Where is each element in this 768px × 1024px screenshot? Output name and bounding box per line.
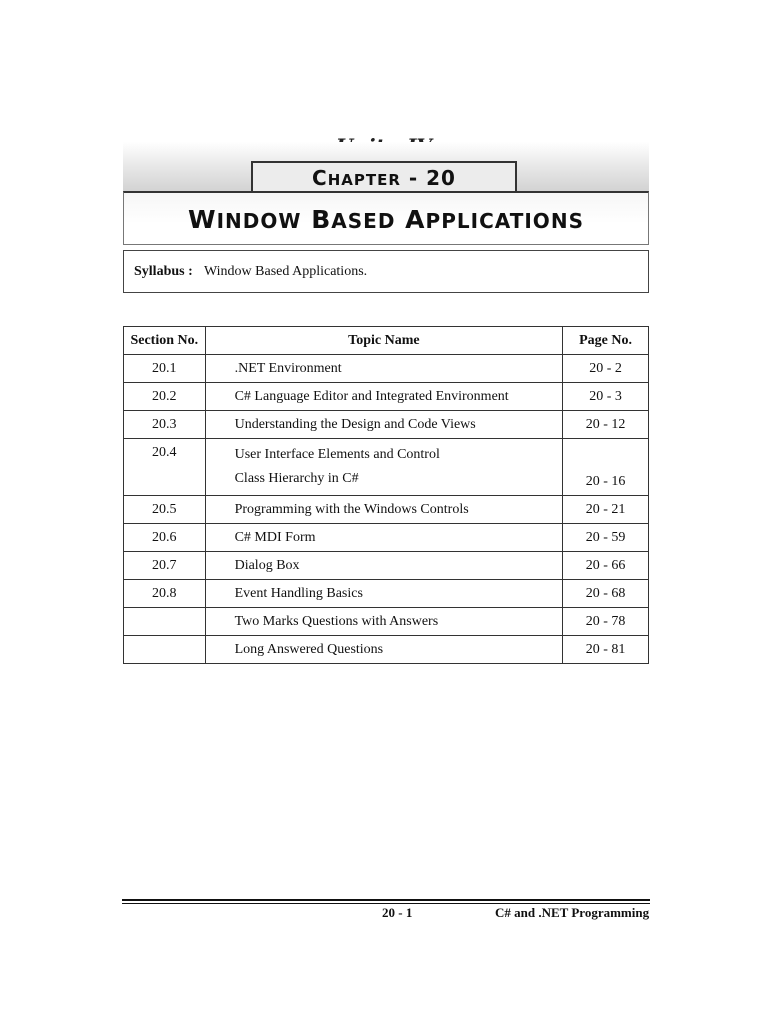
topic-line: Class Hierarchy in C# xyxy=(234,471,359,486)
header-page: Page No. xyxy=(563,327,649,355)
chapter-title: WINDOW BASED APPLICATIONS xyxy=(188,205,584,234)
chapter-word: CHAPTER xyxy=(312,166,401,190)
page-cell: 20 - 81 xyxy=(563,636,649,664)
section-cell xyxy=(124,608,206,636)
page-cell: 20 - 78 xyxy=(563,608,649,636)
section-cell: 20.6 xyxy=(124,524,206,552)
topic-cell: C# Language Editor and Integrated Environment xyxy=(205,383,563,411)
topic-cell: Event Handling Basics xyxy=(205,580,563,608)
section-cell: 20.3 xyxy=(124,411,206,439)
header-section: Section No. xyxy=(124,327,206,355)
table-row xyxy=(124,411,649,439)
contents-table xyxy=(123,326,649,664)
section-cell: 20.8 xyxy=(124,580,206,608)
topic-cell: .NET Environment xyxy=(205,355,563,383)
topic-line: User Interface Elements and Control xyxy=(234,447,440,462)
footer-book-title: C# and .NET Programming xyxy=(495,905,650,920)
page-cell: 20 - 16 xyxy=(563,439,649,496)
section-cell xyxy=(124,636,206,664)
page-cell: 20 - 59 xyxy=(563,524,649,552)
table-row xyxy=(124,636,649,664)
footer-page-number: 20 - 1 xyxy=(382,905,413,920)
table-row xyxy=(124,439,649,496)
table-row xyxy=(124,496,649,524)
page-cell: 20 - 68 xyxy=(563,580,649,608)
chapter-number: - 20 xyxy=(408,166,456,190)
page-cell: 20 - 66 xyxy=(563,552,649,580)
table-row xyxy=(124,608,649,636)
section-cell: 20.5 xyxy=(124,496,206,524)
table-row xyxy=(124,580,649,608)
section-cell: 20.7 xyxy=(124,552,206,580)
syllabus-label: Syllabus : xyxy=(134,264,193,279)
chapter-heading xyxy=(312,166,456,190)
topic-cell: Programming with the Windows Controls xyxy=(205,496,563,524)
topic-cell xyxy=(205,439,563,496)
chapter-title-box xyxy=(123,191,649,245)
topic-cell: Two Marks Questions with Answers xyxy=(205,608,563,636)
page-cell: 20 - 2 xyxy=(563,355,649,383)
header-topic: Topic Name xyxy=(205,327,563,355)
syllabus-text: Window Based Applications. xyxy=(204,264,368,279)
footer-rule xyxy=(122,899,650,904)
table-header-row xyxy=(124,327,649,355)
page-cell: 20 - 3 xyxy=(563,383,649,411)
topic-cell: C# MDI Form xyxy=(205,524,563,552)
table-row xyxy=(124,552,649,580)
table-row xyxy=(124,355,649,383)
syllabus-box xyxy=(123,250,649,293)
chapter-tab xyxy=(251,161,517,191)
table-row xyxy=(124,524,649,552)
section-cell: 20.2 xyxy=(124,383,206,411)
topic-cell: Understanding the Design and Code Views xyxy=(205,411,563,439)
section-cell: 20.1 xyxy=(124,355,206,383)
page-cell: 20 - 21 xyxy=(563,496,649,524)
table-row xyxy=(124,383,649,411)
topic-cell: Long Answered Questions xyxy=(205,636,563,664)
topic-cell: Dialog Box xyxy=(205,552,563,580)
section-cell: 20.4 xyxy=(124,439,206,496)
page-cell: 20 - 12 xyxy=(563,411,649,439)
